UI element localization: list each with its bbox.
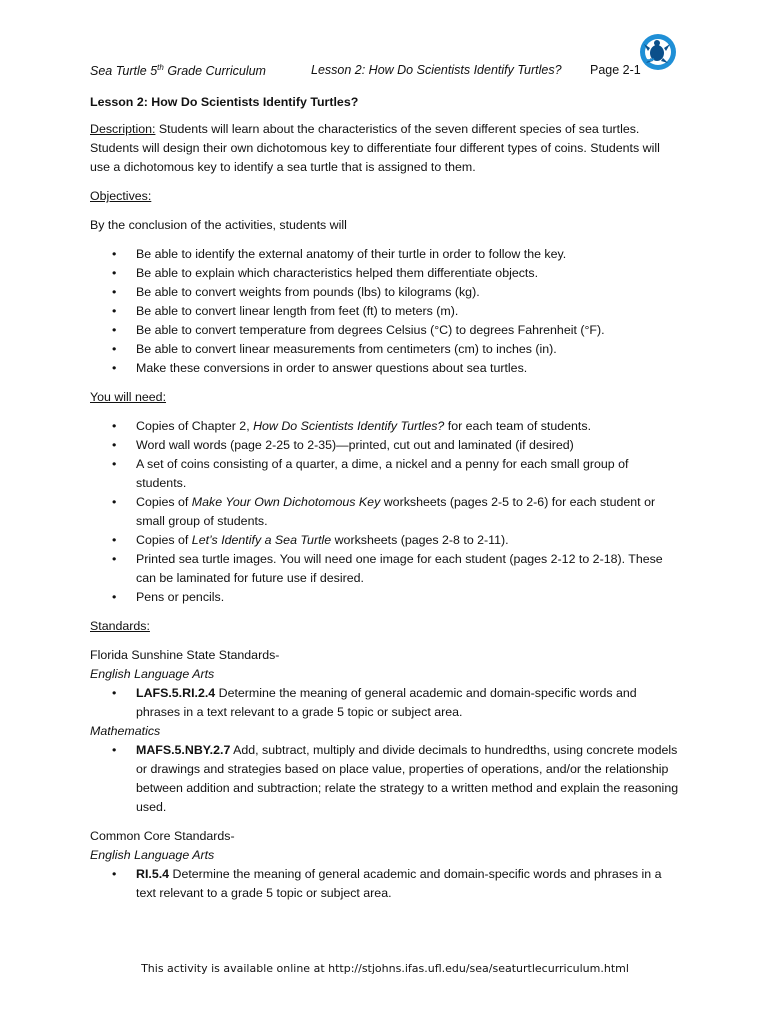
description-paragraph [90,120,680,177]
header-lesson: Lesson 2: How Do Scientists Identify Turtles? [311,63,562,77]
item-title: Let’s Identify a Sea Turtle [191,533,332,547]
objectives-intro: By the conclusion of the activities, students will [90,218,347,232]
header-curriculum-suffix: Grade Curriculum [163,64,266,79]
sea-turtle-logo-icon [638,32,678,72]
standard-text: Determine the meaning of general academic and domain-specific words and phrases in a text relevant to a grade 5 topic or subject area. [136,686,637,719]
list-item [90,741,680,817]
list-item: • Be able to explain which characteristics helped them differentiate objects. [90,264,680,283]
item-text: worksheets (pages 2-5 to 2-6) for each student or small group of students. [136,495,656,528]
math-subheading: Mathematics [90,724,161,738]
needs-list [90,417,680,607]
lesson-content [90,93,680,913]
item-text: for each team of students. [444,419,592,433]
list-item: • Be able to convert linear length from feet (ft) to meters (m). [90,302,680,321]
math-standards-list [90,741,680,817]
standard-text: Add, subtract, multiply and divide decimals to hundredths, using concrete models or drawings and strategies based on place value, properties of operations, and/or the relationship between addition and subtraction; relate the strategy to a written method and explain the reasoning used. [136,743,679,814]
item-text: Copies of Chapter 2, [136,419,254,433]
ela-subheading-2: English Language Arts [90,848,215,862]
item-title: How Do Scientists Identify Turtles? [253,419,445,433]
list-item: • Be able to convert weights from pounds (lbs) to kilograms (kg). [90,283,680,302]
description-text: Students will learn about the characteristics of the seven different species of sea turtles. Students will design their own dichotomous key to differentiate four different types of coins. Students will use a dichotomous key to identify a sea turtle that is assigned to them. [90,122,660,174]
item-text: Copies of [136,533,192,547]
list-item: • A set of coins consisting of a quarter, a dime, a nickel and a penny for each small group of students. [90,455,680,493]
list-item: • Be able to convert temperature from degrees Celsius (°C) to degrees Fahrenheit (°F). [90,321,680,340]
footer-note: This activity is available online at http://stjohns.ifas.ufl.edu/sea/seaturtlecurriculum.html [141,962,629,975]
list-item: • Word wall words (page 2-25 to 2-35)—printed, cut out and laminated (if desired) [90,436,680,455]
header-page-number: Page 2-1 [590,63,641,77]
list-item: • Pens or pencils. [90,588,680,607]
header-curriculum-prefix: Sea Turtle 5 [90,64,158,79]
ela-subheading: English Language Arts [90,667,215,681]
list-item [90,531,680,550]
item-title: Make Your Own Dichotomous Key [191,495,381,509]
list-item [90,417,680,436]
standard-code: RI.5.4 [136,867,170,881]
list-item: • Be able to identify the external anatomy of their turtle in order to follow the key. [90,245,680,264]
standard-text: Determine the meaning of general academic and domain-specific words and phrases in a text relevant to a grade 5 topic or subject area. [136,867,662,900]
header-curriculum-sup: th [157,63,164,72]
florida-standards-heading: Florida Sunshine State Standards- [90,648,280,662]
standards-label: Standards: [90,619,150,633]
list-item [90,684,680,722]
item-text: Copies of [136,495,192,509]
common-core-heading: Common Core Standards- [90,829,235,843]
header-curriculum [90,63,266,78]
standard-code: LAFS.5.RI.2.4 [136,686,216,700]
list-item [90,493,680,531]
page-title: Lesson 2: How Do Scientists Identify Turtles? [90,95,359,109]
description-label: Description: [90,122,156,136]
standard-code: MAFS.5.NBY.2.7 [136,743,231,757]
item-text: worksheets (pages 2-8 to 2-11). [331,533,509,547]
objectives-label: Objectives: [90,189,152,203]
objectives-list [90,245,680,378]
needs-label: You will need: [90,390,167,404]
list-item: • Printed sea turtle images. You will need one image for each student (pages 2-12 to 2-18). These can be laminated for future use if desired. [90,550,680,588]
common-core-list [90,865,680,903]
list-item: • Make these conversions in order to answer questions about sea turtles. [90,359,680,378]
list-item: • Be able to convert linear measurements from centimeters (cm) to inches (in). [90,340,680,359]
ela-standards-list [90,684,680,722]
list-item [90,865,680,903]
